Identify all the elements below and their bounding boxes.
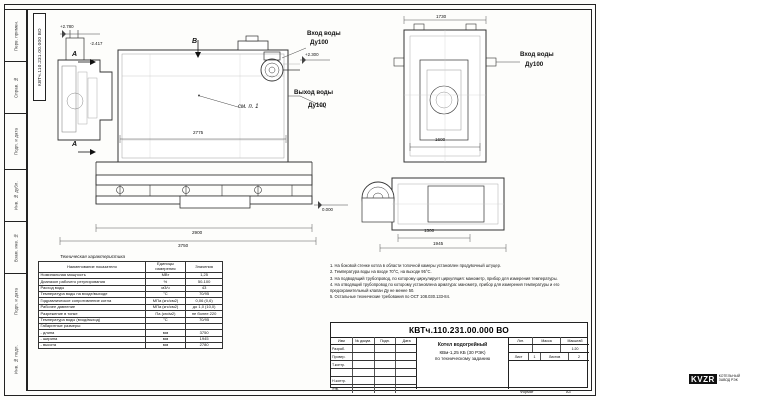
dim-2417: -2.417 [90, 41, 103, 46]
cell-name: Диапазон рабочего регулирования [39, 279, 146, 285]
cell-value: 2780 [186, 343, 223, 349]
revision-row [331, 377, 417, 385]
cell-name: Расход воды [39, 285, 146, 291]
sheets-total-label: Листов [541, 353, 569, 360]
dim-1730: 1730 [436, 14, 447, 19]
format-value: А3 [566, 390, 571, 394]
callout-inlet-right: Вход воды [520, 51, 554, 58]
revision-row [331, 361, 417, 369]
name-cell [353, 345, 375, 352]
cell-unit: МПа (кгс/см2) [145, 304, 185, 310]
revision-row [331, 353, 417, 361]
title-block [330, 322, 741, 391]
drawing-code-tag: КВТч.110.231.00.000 ВО [33, 13, 46, 101]
dim-2775: 2775 [193, 130, 204, 135]
object-subtitle-1: КВм-1,25 КБ (30 РЭК) [439, 349, 486, 355]
revision-header [331, 337, 417, 345]
table-row [39, 343, 223, 349]
technical-notes [330, 263, 585, 300]
cell-value: 3750 [186, 330, 223, 336]
note-item: 1. На боковой стенке котла в области топочной камеры установлен продувочный штуцер. [330, 263, 502, 268]
cell-unit: МПа (кгс/см2) [145, 298, 185, 304]
name-cell [353, 385, 375, 393]
date-cell [396, 353, 417, 360]
cell-name: - высота [39, 343, 146, 349]
title-block-code: КВТч.110.231.00.000 ВО [331, 323, 587, 338]
date-cell [396, 361, 417, 368]
cell-unit: Па (кгс/м2) [145, 311, 185, 317]
rev-col-sign: Подп. [375, 337, 397, 344]
note-item: 4. На отводящий трубопровод по которому установлена арматура: манометр, прибор для измерения температуры и его предохранительный клапан Ду не менее 50. [330, 281, 560, 293]
stage-and-company-cell [509, 337, 741, 389]
cell-value: 0,06 (0,6) [186, 298, 223, 304]
sign-cell [375, 385, 397, 393]
sign-cell [375, 369, 397, 376]
cell-value: не более 220 [186, 311, 223, 317]
table-header-row [39, 262, 223, 273]
callout-inlet-top-dn: Ду100 [310, 39, 329, 46]
cell-name: Температура воды (вход/выход) [39, 317, 146, 323]
cell-name: Разрежение в топке [39, 311, 146, 317]
cell-unit: мм [145, 330, 185, 336]
date-cell [396, 369, 417, 376]
sign-cell [375, 377, 397, 384]
stage-lit-value [509, 345, 533, 352]
margin-cell: Подп. и дата [5, 273, 27, 329]
date-cell [396, 377, 417, 384]
callout-outlet-dn: Ду100 [308, 102, 327, 109]
revision-row [331, 369, 417, 377]
company-badge: KVZR [691, 374, 715, 384]
object-title-cell [417, 337, 509, 389]
cell-value: 50-100 [186, 279, 223, 285]
sign-cell [375, 353, 397, 360]
rev-col-izm: Изм [331, 337, 353, 344]
section-mark-b: B [192, 38, 198, 45]
section-mark-a-top: A [72, 51, 78, 58]
cell-name: Гидравлическое сопротивление котла [39, 298, 146, 304]
stage-lit: Лит. [509, 337, 533, 344]
cell-value: 1945 [186, 336, 223, 342]
cell-name: Температура воды на входе/выходе [39, 292, 146, 298]
format-label: Формат [520, 390, 534, 394]
cell-unit: мм [145, 343, 185, 349]
cell-value: 70/95 [186, 317, 223, 323]
name-cell [353, 353, 375, 360]
th-values: Значения [186, 262, 223, 273]
dim-1600: 1600 [435, 137, 446, 142]
section-mark-a-bottom: A [72, 141, 78, 148]
sheets-total-value: 2 [578, 354, 580, 359]
cell-value: 1,25 [186, 272, 223, 278]
margin-cell: Инв. № дубл. [5, 169, 27, 221]
role-cell: Разраб. [331, 345, 353, 352]
cell-name: Рабочее давление [39, 304, 146, 310]
cell-unit: МВт [145, 272, 185, 278]
th-name: Наименование показателя [39, 262, 146, 273]
role-cell: Т.контр. [331, 361, 353, 368]
cell-unit: м3/ч [145, 285, 185, 291]
sign-cell [375, 361, 397, 368]
company-logo [689, 371, 765, 387]
note-item: 2. Температура воды на входе 70°С, на выходе 95°С. [330, 269, 432, 275]
cell-value: 43 [186, 285, 223, 291]
cell-value: 70/95 [186, 292, 223, 298]
note-item: 5. Остальные технические требования по ОСТ 108.030.133-84. [330, 294, 450, 300]
level-mark-0000: 0.000 [322, 207, 333, 212]
callout-inlet-right-dn: Ду100 [525, 61, 544, 68]
margin-cell: Перв. примен. [5, 9, 27, 61]
cell-unit: °С [145, 292, 185, 298]
name-cell [353, 361, 375, 368]
company-line-1: КОТЕЛЬНЫЙ [718, 374, 741, 379]
callout-inlet-top: Вход воды [307, 30, 341, 37]
stage-mass: Масса [533, 337, 561, 344]
cell-name: Габаритные размеры: [39, 323, 146, 329]
date-cell [396, 345, 417, 352]
cell-value: до 1,0 (10,0) [186, 304, 223, 310]
margin-cell: Инв. № подл. [13, 345, 19, 375]
sheet-row [509, 353, 589, 361]
stage-mass-value [533, 345, 561, 352]
company-name [719, 375, 740, 383]
margin-cell: Взам. инв. № [5, 221, 27, 273]
revision-row [331, 385, 417, 393]
object-subtitle-2: по техническому заданию [434, 356, 491, 361]
stage-header-row [509, 337, 589, 345]
stage-scale-value: 1:20 [571, 346, 579, 351]
cell-name: - длина [39, 330, 146, 336]
dim-1300: 1300 [424, 228, 435, 233]
company-line-2: ЗАВОД РЭК [718, 378, 738, 382]
object-title: Котел водогрейный [437, 342, 488, 348]
dim-3750: 3750 [178, 243, 189, 248]
name-cell [353, 377, 375, 384]
role-cell: Провер. [331, 353, 353, 360]
role-cell: Н.контр. [331, 377, 353, 384]
dim-1945: 1945 [433, 241, 444, 246]
sheet-label: Лист [509, 353, 529, 360]
revision-table [331, 337, 417, 389]
tech-characteristics-table [38, 261, 223, 349]
margin-cell: Подп. и дата [5, 113, 27, 169]
cell-name: Номинальная мощность [39, 272, 146, 278]
level-mark-2300: +2.300 [305, 52, 319, 57]
cell-name: - ширина [39, 336, 146, 342]
sheet-value: 1 [529, 353, 541, 360]
cell-unit: % [145, 279, 185, 285]
date-cell [396, 385, 417, 393]
rev-col-date: Дата [402, 338, 411, 343]
th-units: Единицы измерения [145, 262, 185, 273]
tech-table-title: Техническая характеристика [60, 254, 126, 259]
dim-2900: 2900 [192, 230, 203, 235]
margin-cell: Справ. № [5, 61, 27, 113]
sign-cell [375, 345, 397, 352]
stage-scale: Масштаб [567, 338, 583, 343]
cell-unit: °С [145, 317, 185, 323]
callout-outlet: Выход воды [294, 89, 334, 96]
rev-col-doc: № докум. [353, 337, 375, 344]
callout-see-note: см. п. 1 [238, 104, 259, 110]
stage-value-row [509, 345, 589, 353]
level-mark-2780: +2.780 [60, 24, 74, 29]
cell-unit: мм [145, 336, 185, 342]
revision-row [331, 345, 417, 353]
note-item: 3. На подводящий трубопровод, по которому циркулирует циркуляция: манометр, прибор для измерения температуры. [330, 275, 558, 281]
name-cell [353, 369, 375, 376]
role-cell: Утв. [331, 385, 353, 393]
role-cell [331, 369, 353, 376]
